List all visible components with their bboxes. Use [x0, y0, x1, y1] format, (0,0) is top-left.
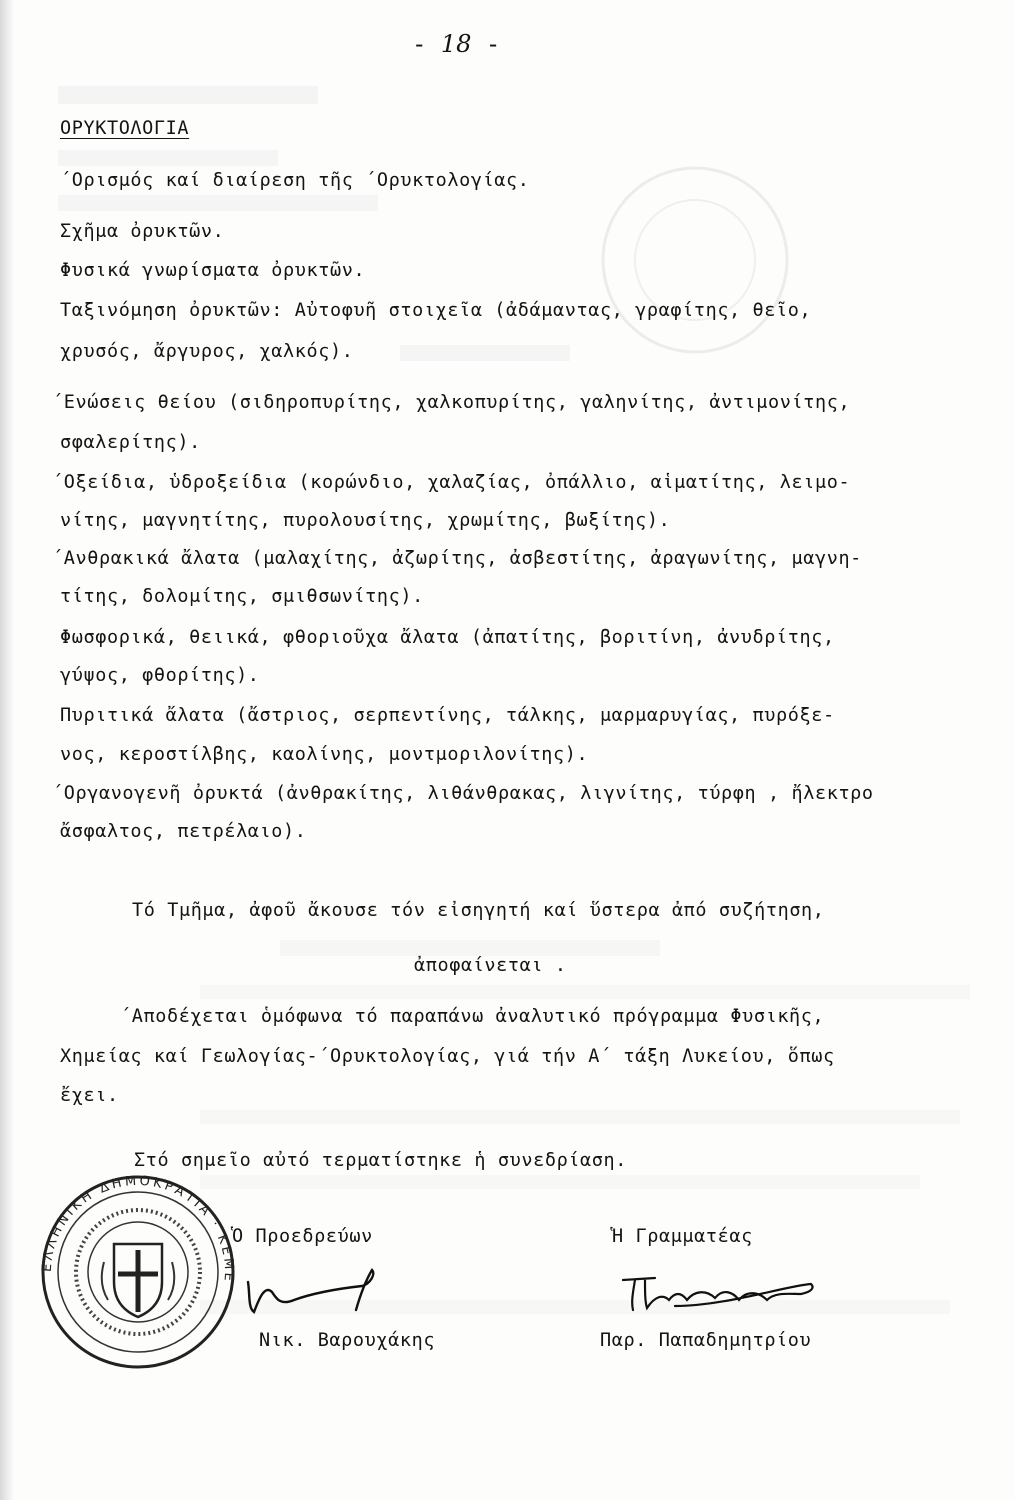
- text-line: νος, κεροστίλβης, καολίνης, μοντμοριλονίτης).: [60, 744, 589, 765]
- chair-title: Ὁ Προεδρεύων: [232, 1226, 373, 1247]
- page-number: - 18 -: [412, 30, 501, 58]
- chair-signature-icon: [236, 1262, 396, 1322]
- text-line: ΄Αποδέχεται ὁμόφωνα τό παραπάνω ἀναλυτικό πρόγραμμα Φυσικῆς,: [120, 1006, 825, 1027]
- secretary-signature-icon: [615, 1266, 825, 1320]
- text-line: ΄Ορισμός καί διαίρεση τῆς ΄Ορυκτολογίας.: [60, 170, 530, 191]
- text-line: ἀποφαίνεται .: [414, 955, 567, 976]
- text-line: Τό Τμῆμα, ἀφοῦ ἄκουσε τόν εἰσηγητή καί ὕστερα ἀπό συζήτηση,: [132, 900, 825, 921]
- section-heading: ΟΡΥΚΤΟΛΟΓΙΑ: [60, 118, 190, 139]
- text-line: Σχῆμα ὀρυκτῶν.: [60, 221, 225, 242]
- secretary-title: Ἡ Γραμματέας: [612, 1226, 753, 1247]
- text-line: τίτης, δολομίτης, σμιθσωνίτης).: [60, 586, 424, 607]
- text-line: γύψος, φθορίτης).: [60, 665, 260, 686]
- text-line: Χημείας καί Γεωλογίας-΄Ορυκτολογίας, γιά τήν Α΄ τάξη Λυκείου, ὅπως: [60, 1046, 835, 1067]
- svg-text:ΕΛΛΗΝΙΚΗ ΔΗΜΟΚΡΑΤΙΑ · ΚΕΜΕ: ΕΛΛΗΝΙΚΗ ΔΗΜΟΚΡΑΤΙΑ · ΚΕΜΕ: [39, 1173, 237, 1285]
- chair-name: Νικ. Βαρουχάκης: [259, 1330, 436, 1351]
- text-line: Στό σημεῖο αὐτό τερματίστηκε ἡ συνεδρίαση.: [134, 1150, 627, 1171]
- scan-edge-shadow: [0, 0, 14, 1500]
- text-line: σφαλερίτης).: [60, 432, 201, 453]
- text-line: Ταξινόμηση ὀρυκτῶν: Αὐτοφυῆ στοιχεῖα (ἀδάμαντας, γραφίτης, θεῖο,: [60, 300, 812, 321]
- text-line: Πυριτικά ἄλατα (ἄστριος, σερπεντίνης, τάλκης, μαρμαρυγίας, πυρόξε-: [60, 705, 835, 726]
- text-line: Φυσικά γνωρίσματα ὀρυκτῶν.: [60, 260, 366, 281]
- text-line: νίτης, μαγνητίτης, πυρολουσίτης, χρωμίτης, βωξίτης).: [60, 510, 671, 531]
- text-line: χρυσός, ἄργυρος, χαλκός).: [60, 341, 354, 362]
- text-line: ΄Ενώσεις θείου (σιδηροπυρίτης, χαλκοπυρίτης, γαληνίτης, ἀντιμονίτης,: [52, 392, 851, 413]
- secretary-name: Παρ. Παπαδημητρίου: [600, 1330, 812, 1351]
- text-line: Φωσφορικά, θειικά, φθοριοῦχα ἄλατα (ἀπατίτης, βοριτίνη, ἀνυδρίτης,: [60, 627, 835, 648]
- text-line: ἔχει.: [60, 1085, 119, 1106]
- text-line: ΄Οξείδια, ὑδροξείδια (κορώνδιο, χαλαζίας, ὀπάλλιο, αἱματίτης, λειμο-: [52, 472, 851, 493]
- text-line: ἄσφαλτος, πετρέλαιο).: [60, 821, 307, 842]
- official-seal-icon: [38, 1172, 238, 1372]
- text-line: ΄Ανθρακικά ἄλατα (μαλαχίτης, ἀζωρίτης, ἀσβεστίτης, ἀραγωνίτης, μαγνη-: [52, 548, 862, 569]
- text-line: ΄Οργανογενῆ ὀρυκτά (ἀνθρακίτης, λιθάνθρακας, λιγνίτης, τύρφη , ἤλεκτρο: [52, 783, 874, 804]
